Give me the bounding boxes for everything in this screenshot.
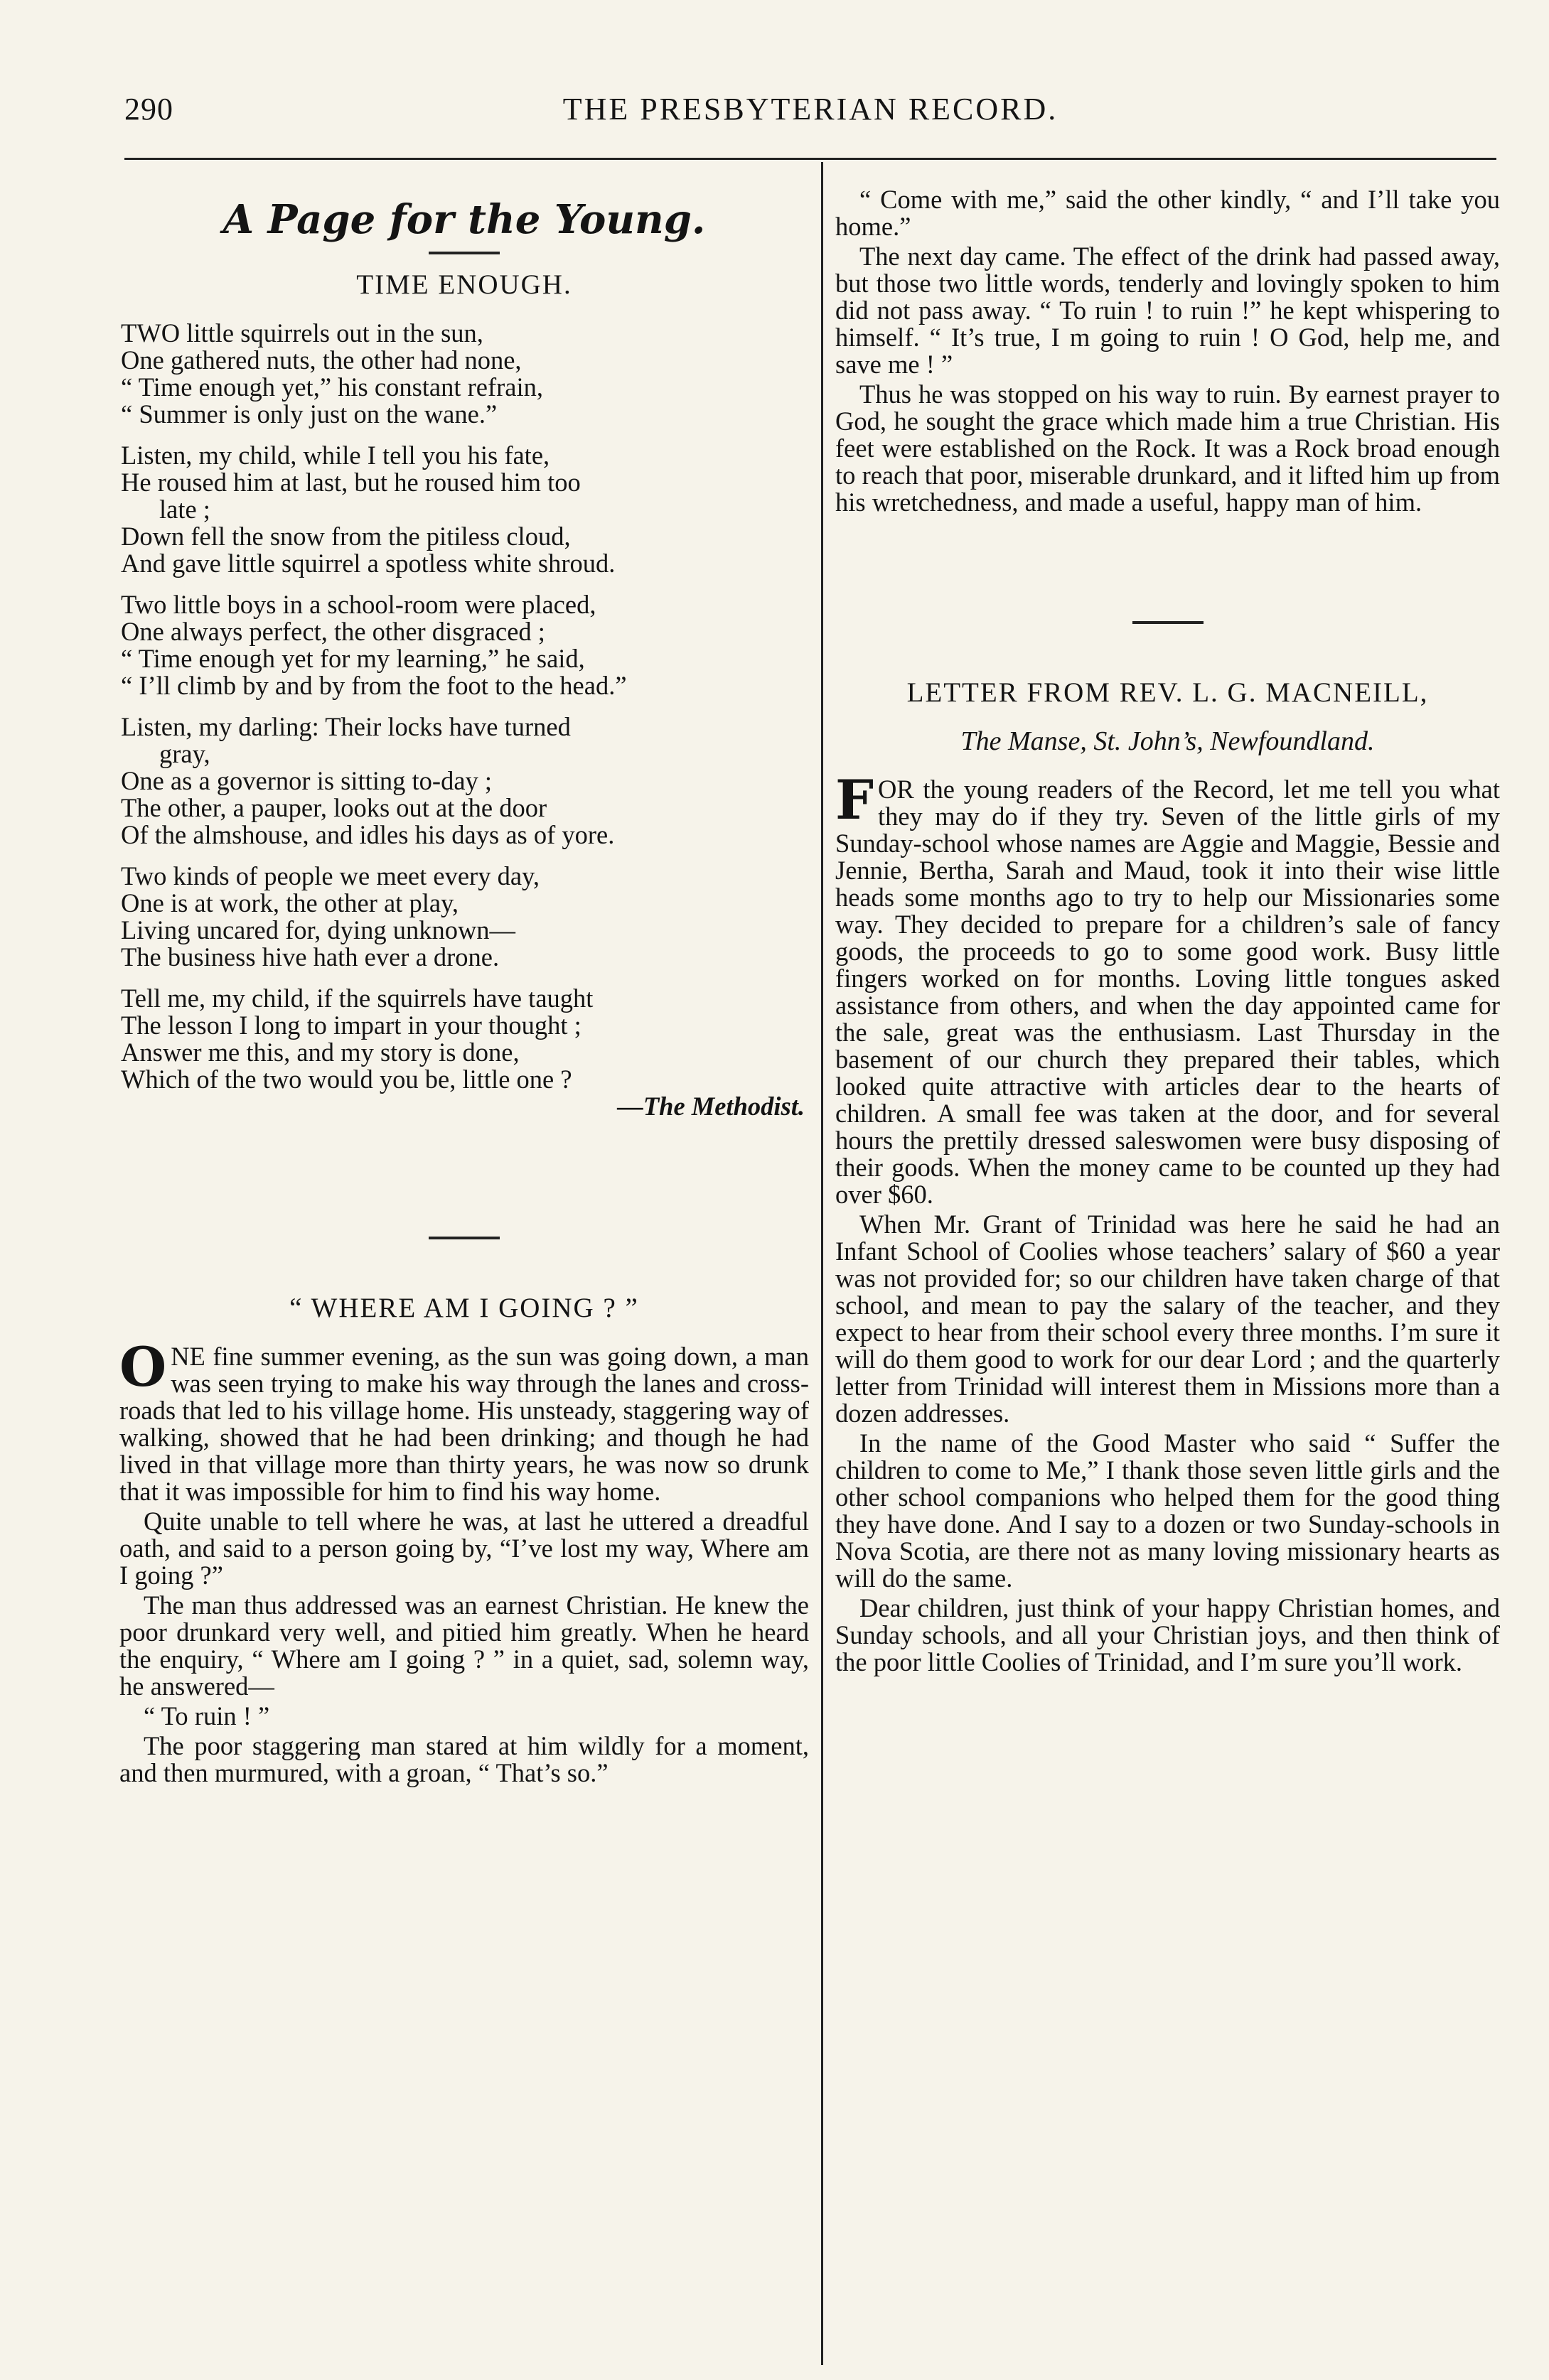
header-rule xyxy=(124,158,1496,160)
letter-title: LETTER FROM REV. L. G. MACNEILL, xyxy=(906,677,1429,708)
poem-line: Of the almshouse, and idles his days as of yore. xyxy=(121,820,615,849)
story-title: “ WHERE AM I GOING ? ” xyxy=(289,1293,639,1323)
letter-paragraph-text: OR the young readers of the Record, let me tell you what they may do if they try. Seven of the little girls of my Sunday-school whose names are Aggie and Maggie, Bessie and Jennie, Bertha, Sarah and Maud, took it into their wise little heads some months ago to try to help our Missionaries some way. They decided to prepare for a children’s sale of fancy goods, the proceeds to go to some good work. Busy little fingers worked on for months. Loving little tongues asked assistance from others, and when the day appointed came for the sale, great was the enthusiasm. Last Thursday in the basement of our church they prepared their tables, which looked quite attractive with articles dear to the hearts of children. A small fee was taken at the door, and for several hours the prettily dressed saleswomen were busy disposing of their goods. When the money came to be counted up they had over $60. xyxy=(835,775,1500,1209)
divider-rule xyxy=(1132,621,1204,624)
story-paragraph-text: NE fine summer evening, as the sun was going down, a man was seen trying to make his way through the lanes and cross-roads that led to his village home. His unsteady, staggering way of walking, showed that he had been drinking; and though he had lived in that village more than thirty years, he was now so drunk that it was impossible for him to find his way home. xyxy=(119,1342,809,1506)
poem-stanza xyxy=(121,442,809,577)
drop-cap: O xyxy=(119,1335,167,1399)
poem-line: Which of the two would you be, little one ? xyxy=(121,1065,572,1094)
story-paragraph: Thus he was stopped on his way to ruin. By earnest prayer to God, he sought the grace which made him a true Christian. His feet were established on the Rock. It was a Rock broad enough to reach that poor, miserable drunkard, and it lifted him up from his wretchedness, and made a useful, happy man of him. xyxy=(835,379,1500,517)
letter-byline: The Manse, St. John’s, Newfoundland. xyxy=(960,726,1375,756)
poem-line: “ Time enough yet,” his constant refrain, xyxy=(121,372,544,402)
letter-paragraph: Dear children, just think of your happy Christian homes, and Sunday schools, and all your Christian joys, and then think of the poor little Coolies of Trinidad, and I’m sure you’ll work. xyxy=(835,1593,1500,1676)
poem-line: The other, a pauper, looks out at the door xyxy=(121,793,547,822)
story-paragraph: Quite unable to tell where he was, at last he uttered a dreadful oath, and said to a person going by, “I’ve lost my way, Where am I going ?” xyxy=(119,1507,809,1590)
poem-line: He roused him at last, but he roused him too xyxy=(121,468,581,497)
page-header xyxy=(124,91,1496,134)
poem-stanza xyxy=(121,320,809,428)
poem-line: One as a governor is sitting to-day ; xyxy=(121,766,493,795)
letter-paragraph xyxy=(835,768,1500,1209)
story-paragraph xyxy=(119,1335,809,1506)
poem-line: Tell me, my child, if the squirrels have taught xyxy=(121,984,594,1013)
story-paragraph: “ Come with me,” said the other kindly, “ and I’ll take you home.” xyxy=(835,185,1500,241)
letter-paragraph: When Mr. Grant of Trinidad was here he said he had an Infant School of Coolies whose teachers’ salary of $60 a year was not provided for; so our children have taken charge of that school, and mean to pay the salary of the teacher, and they expect to hear from their school every three months. I’m sure it will do them good to work for our dear Lord ; and the quarterly letter from Trinidad will interest them in Missions more than a dozen addresses. xyxy=(835,1210,1500,1428)
page-number: 290 xyxy=(124,92,173,126)
section-heading: A Page for the Young. xyxy=(223,196,706,243)
poem-line: “ Summer is only just on the wane.” xyxy=(121,399,498,429)
poem-line: Listen, my darling: Their locks have turned xyxy=(121,712,571,741)
divider-rule xyxy=(429,252,500,254)
poem-line: “ Time enough yet for my learning,” he said, xyxy=(121,644,585,673)
poem-line: The business hive hath ever a drone. xyxy=(121,942,500,971)
poem-line: “ I’ll climb by and by from the foot to the head.” xyxy=(121,671,627,700)
poem-title: TIME ENOUGH. xyxy=(356,269,572,300)
left-column xyxy=(119,186,809,1789)
poem-stanza xyxy=(121,714,809,849)
running-title: THE PRESBYTERIAN RECORD. xyxy=(562,92,1058,126)
story-paragraph: The poor staggering man stared at him wildly for a moment, and then murmured, with a groan, “ That’s so.” xyxy=(119,1731,809,1787)
poem-line: late ; xyxy=(159,495,210,524)
poem-line: gray, xyxy=(159,739,210,768)
poem-line: Listen, my child, while I tell you his fate, xyxy=(121,441,550,470)
poem-line: TWO little squirrels out in the sun, xyxy=(121,318,483,348)
story-paragraph: The man thus addressed was an earnest Christian. He knew the poor drunkard very well, and pitied him greatly. When he heard the enquiry, “ Where am I going ? ” in a quiet, sad, solemn way, he answered— xyxy=(119,1590,809,1701)
poem-stanza xyxy=(121,591,809,699)
poem-line: Answer me this, and my story is done, xyxy=(121,1038,520,1067)
column-divider xyxy=(821,162,823,2365)
poem-line: The lesson I long to impart in your thought ; xyxy=(121,1011,581,1040)
story-paragraph: The next day came. The effect of the drink had passed away, but those two little words, tenderly and lovingly spoken to him did not pass away. “ To ruin ! to ruin !” he kept whispering to himself. “ It’s true, I m going to ruin ! O God, help me, and save me ! ” xyxy=(835,242,1500,379)
poem-stanza xyxy=(121,985,809,1120)
divider-rule xyxy=(429,1237,500,1239)
poem-line: One always perfect, the other disgraced ; xyxy=(121,617,545,646)
poem-line: One gathered nuts, the other had none, xyxy=(121,345,522,375)
letter-paragraph: In the name of the Good Master who said “ Suffer the children to come to Me,” I thank those seven little girls and the other school companions who helped them for the good thing they have done. And I say to a dozen or two Sunday-schools in Nova Scotia, are there not as many loving missionary hearts as will do the same. xyxy=(835,1428,1500,1593)
poem-line: Two little boys in a school-room were placed, xyxy=(121,590,596,619)
poem-line: Two kinds of people we meet every day, xyxy=(121,861,540,890)
poem-line: And gave little squirrel a spotless white shroud. xyxy=(121,549,616,578)
poem-line: One is at work, the other at play, xyxy=(121,888,459,917)
poem-attribution: —The Methodist. xyxy=(617,1092,805,1121)
poem-line: Living uncared for, dying unknown— xyxy=(121,915,516,944)
right-column xyxy=(835,186,1500,1679)
story-paragraph: “ To ruin ! ” xyxy=(144,1701,270,1730)
drop-cap: F xyxy=(835,768,874,831)
poem-stanza xyxy=(121,863,809,971)
poem-line: Down fell the snow from the pitiless cloud, xyxy=(121,522,571,551)
